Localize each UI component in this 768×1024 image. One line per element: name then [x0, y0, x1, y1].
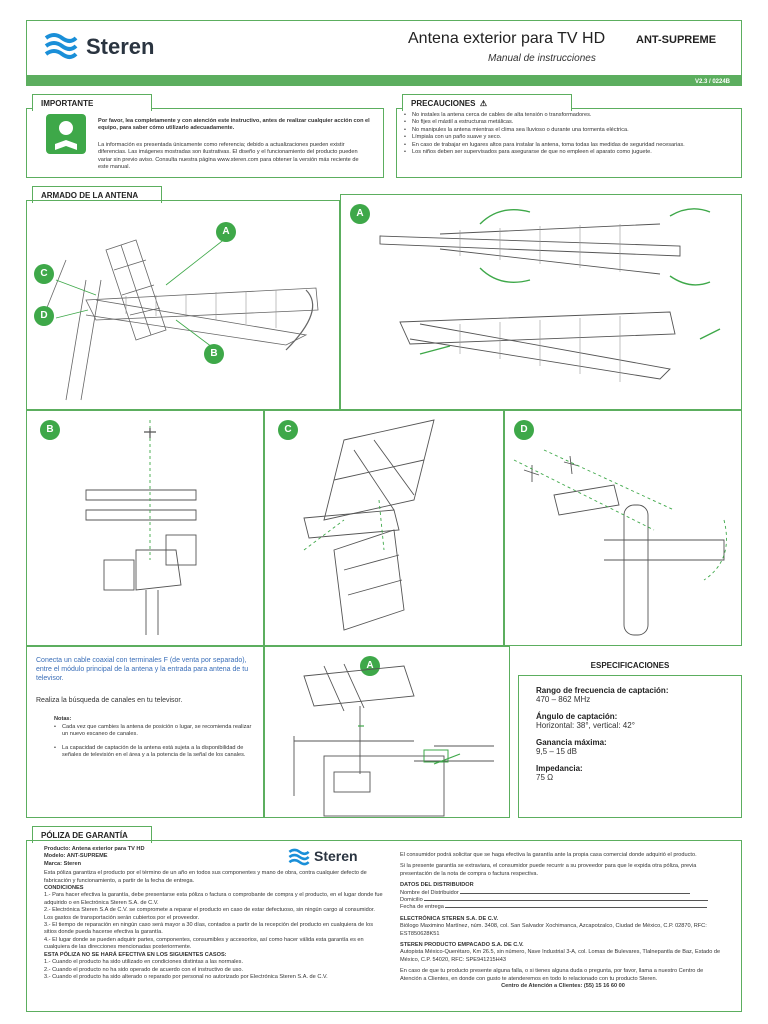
- armado-title: ARMADO DE LA ANTENA: [32, 186, 162, 203]
- contacto-text: En caso de que tu producto presente alguna falla, o si tienes alguna duda o pregunta, por favor, llama a nuestro Centro de Atención a Clientes, en donde con gusto te atenderemos en todo lo relacionado con tu producto Steren.: [400, 968, 704, 982]
- precauciones-title: [402, 94, 572, 111]
- notas-title: Notas:: [54, 716, 72, 722]
- spec-value: 470 – 862 MHz: [536, 695, 591, 704]
- page-title: Antena exterior para TV HD: [408, 30, 606, 47]
- list-item: • En caso de trabajar en lugares altos para instalar la antena, toma todas las medidas de seguridad necesarias.: [404, 142, 734, 149]
- field-line[interactable]: [460, 893, 690, 894]
- steren-logo-icon: [288, 848, 310, 866]
- condiciones-title: CONDICIONES: [44, 885, 84, 892]
- spec-value: Horizontal: 38°, vertical: 42°: [536, 721, 635, 730]
- steren-logo-text: Steren: [86, 34, 155, 59]
- list-item: • Los niños deben ser supervisados para asegurarse de que no empleen el aparato como juguete.: [404, 149, 734, 156]
- condicion-item: 4.- El lugar donde se pueden adquirir partes, componentes, consumibles y accesorios, así como hacer válida esta garantía es en cualquiera de las direcciones mencionadas posteriormente.: [44, 936, 364, 951]
- steren-logo-icon: [44, 32, 78, 60]
- empresa1-title: ELECTRÓNICA STEREN S.A. DE C.V.: [400, 915, 499, 922]
- tv-connection-illustration: [264, 646, 510, 818]
- spec-item: [536, 686, 736, 704]
- list-item: • No instales la antena cerca de cables de alta tensión o transformadores.: [404, 112, 734, 119]
- importante-title: IMPORTANTE: [32, 94, 152, 111]
- label-d-step: D: [514, 420, 534, 440]
- poliza-title: PÓLIZA DE GARANTÍA: [32, 826, 152, 843]
- poliza-producto: Producto: Antena exterior para TV HD: [44, 846, 145, 852]
- notas-list: [54, 724, 254, 760]
- field-line[interactable]: [445, 907, 707, 908]
- field-line[interactable]: [424, 900, 708, 901]
- field-label: Domicilio: [400, 897, 423, 904]
- label-a-overview: A: [216, 222, 236, 242]
- step-d-illustration: [504, 410, 742, 646]
- list-item: • No fijes el mástil a estructuras metálicas.: [404, 119, 734, 126]
- step-b-illustration: [26, 410, 264, 646]
- spec-item: [536, 738, 736, 756]
- list-item: • No manipules la antena mientras el clima sea lluvioso o durante una tormenta eléctrica.: [404, 127, 734, 134]
- no-efectiva-item: 1.- Cuando el producto ha sido utilizado en condiciones distintas a las normales.: [44, 959, 244, 966]
- distribuidor-field: [400, 897, 726, 904]
- label-d-overview: D: [34, 306, 54, 326]
- empresa2-title: STEREN PRODUCTO EMPACADO S.A. DE C.V.: [400, 942, 524, 949]
- antenna-overview-illustration: [26, 200, 340, 410]
- spec-label: Ángulo de captación:: [536, 712, 618, 721]
- label-b-step: B: [40, 420, 60, 440]
- list-item: • La capacidad de captación de la antena está sujeta a la disponibilidad de señales de televisión en el área y a la potencia de la señal de los canales.: [54, 745, 254, 760]
- centro-atencion: Centro de Atención a Clientes: (55) 15 16 60 00: [501, 983, 625, 990]
- reading-icon: [46, 114, 86, 154]
- spec-value: 75 Ω: [536, 773, 554, 782]
- field-label: Nombre del Distribuidor: [400, 889, 459, 896]
- spec-list: [536, 686, 736, 782]
- page-subtitle: Manual de instrucciones: [488, 53, 596, 64]
- spec-item: [536, 712, 736, 730]
- version-label: V2.3 / 0224B: [691, 78, 734, 86]
- spec-value: 9,5 – 15 dB: [536, 747, 577, 756]
- distribuidor-field: [400, 904, 726, 911]
- spec-item: [536, 764, 736, 782]
- condicion-item: 1.- Para hacer efectiva la garantía, debe presentarse esta póliza o factura o comprobante de compra y el producto, en el lugar donde fue adquirido o en Electrónica Steren S.A. de C.V.: [44, 892, 383, 906]
- precauciones-list: [404, 112, 734, 156]
- label-c-step: C: [278, 420, 298, 440]
- list-item: • Límpiala con un paño suave y seco.: [404, 134, 734, 141]
- spec-label: Impedancia:: [536, 764, 583, 773]
- condicion-item: 3.- El tiempo de reparación en ningún caso será mayor a 30 días, contados a partir de la recepción del producto en cualquiera de los sitios donde pueda hacerse efectiva la garantía.: [44, 922, 373, 936]
- no-efectiva-title: ESTA PÓLIZA NO SE HARÁ EFECTIVA EN LOS SIGUIENTES CASOS:: [44, 951, 227, 958]
- field-label: Fecha de entrega: [400, 904, 444, 911]
- list-item: • Cada vez que cambies la antena de posición o lugar, se recomienda realizar un nuevo escaneo de canales.: [54, 724, 254, 739]
- model-number: ANT-SUPREME: [636, 34, 717, 46]
- distribuidor-title: DATOS DEL DISTRIBUIDOR: [400, 882, 474, 889]
- especificaciones-title: ESPECIFICACIONES: [518, 656, 742, 676]
- spec-label: Ganancia máxima:: [536, 738, 607, 747]
- label-a-step: A: [350, 204, 370, 224]
- spec-label: Rango de frecuencia de captación:: [536, 686, 669, 695]
- condicion-item: 2.- Electrónica Steren S.A de C.V. se compromete a reparar el producto en caso de estar defectuoso, sin ningún cargo al consumidor. Los gastos de transportación serán cubiertos por el proveedor.: [44, 907, 375, 921]
- label-a-connection: A: [360, 656, 380, 676]
- no-efectiva-item: 2.- Cuando el producto no ha sido operado de acuerdo con el instructivo de uso.: [44, 966, 244, 973]
- label-b-overview: B: [204, 344, 224, 364]
- poliza-right-p2: Si la presente garantía se extraviara, el consumidor puede recurrir a su proveedor para que le expida otra póliza, previa presentación de la nota de compra o factura respectiva.: [400, 863, 697, 877]
- importante-bold: Por favor, lea completamente y con atención este instructivo, antes de realizar cualquier acción con el equipo, para saber cómo utilizarlo adecuadamente.: [98, 118, 370, 132]
- warning-icon: ⚠: [477, 99, 488, 108]
- importante-body: La información es presentada únicamente como referencia; debido a actualizaciones pueden existir diferencias. Las imágenes mostradas son ilustrativas. El diseño y el funcionamiento del producto pueden variar sin previo aviso. Consulta nuestra página www.steren.com para obtener la versión más reciente de este manual.: [98, 142, 359, 171]
- distribuidor-field: [400, 890, 726, 897]
- green-band: [26, 75, 742, 86]
- empresa2-body: Autopista México-Querétaro, Km 26.5, sin número, Nave Industrial 3-A, col. Lomas de Bulevares, Tlalnepantla de Baz, Estado de México, C.P. 54020, RFC: SPE941215H43: [400, 949, 721, 963]
- steren-logo: [44, 32, 194, 62]
- conexion-step1: Conecta un cable coaxial con terminales F (de venta por separado), entre el módulo principal de la antena y la entrada para antena de tu televisor.: [36, 657, 249, 682]
- poliza-right-p1: El consumidor podrá solicitar que se haga efectiva la garantía ante la propia casa comercial donde adquirió el producto.: [400, 852, 697, 858]
- step-c-illustration: [264, 410, 504, 646]
- poliza-marca: Marca: Steren: [44, 860, 81, 867]
- empresa1-body: Biólogo Maximino Martínez, núm. 3408, col. San Salvador Xochimanca, Azcapotzalco, Ciudad de México, C.P. 02870, RFC: EST850628K51: [400, 923, 707, 937]
- poliza-modelo: Modelo: ANT-SUPREME: [44, 853, 108, 860]
- label-c-overview: C: [34, 264, 54, 284]
- no-efectiva-item: 3.- Cuando el producto ha sido alterado o reparado por personal no autorizado por Electrónica Steren S.A. de C.V.: [44, 973, 328, 980]
- poliza-right-column: [400, 852, 726, 991]
- conexion-step2: Realiza la búsqueda de canales en tu televisor.: [36, 697, 183, 704]
- poliza-steren-logo: [288, 848, 378, 868]
- precauciones-label: PRECAUCIONES: [411, 99, 476, 108]
- antenna-unfold-illustration: [340, 194, 742, 410]
- poliza-intro: Esta póliza garantiza el producto por el término de un año en todos sus componentes y mano de obra, contra cualquier defecto de fabricación y funcionamiento, a partir de la fecha de entrega.: [44, 870, 367, 884]
- steren-logo-text: Steren: [314, 848, 358, 864]
